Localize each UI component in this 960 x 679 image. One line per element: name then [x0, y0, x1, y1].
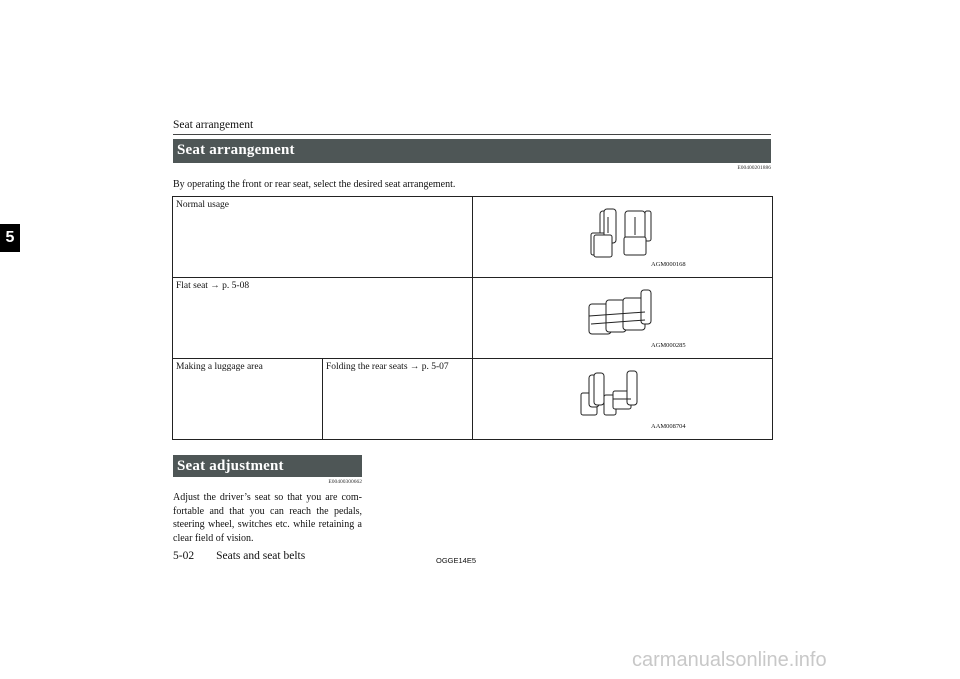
row-label: Normal usage — [173, 197, 473, 278]
section-title-seat-arrangement: Seat arrangement — [173, 139, 771, 163]
flat-seat-figure — [473, 278, 771, 356]
document-code: OGGE14E5 — [436, 556, 477, 565]
row-label: Flat seat → p. 5-08 — [173, 278, 473, 359]
normal-seating-figure — [473, 197, 771, 275]
running-title: Seat arrangement — [173, 119, 254, 131]
row-sub-label: Folding the rear seats → p. 5-07 — [323, 359, 473, 440]
table-row — [173, 197, 773, 278]
footer — [173, 550, 327, 562]
watermark[interactable]: carmanualsonline.info — [632, 649, 827, 671]
figure-cell — [473, 278, 773, 359]
figure-cell — [473, 197, 773, 278]
figure-code: AGM000285 — [651, 342, 686, 349]
row-label: Making a luggage area — [173, 359, 323, 440]
section-code: E00400201886 — [737, 165, 771, 171]
header-rule — [173, 134, 771, 135]
seat-adjustment-text: Adjust the driver’s seat so that you are com-fortable and that you can reach the pedals, steering wheel, switches etc. while retaining a clear field of vision. — [173, 492, 362, 544]
luggage-area-figure — [473, 359, 771, 437]
table-row — [173, 278, 773, 359]
page-number: 5-02 — [173, 550, 195, 562]
section-code: E00400300662 — [328, 479, 362, 485]
figure-code: AGM000168 — [651, 261, 686, 268]
table-row — [173, 359, 773, 440]
figure-cell — [473, 359, 773, 440]
chapter-tab: 5 — [0, 224, 20, 252]
intro-text: By operating the front or rear seat, select the desired seat arrangement. — [173, 179, 456, 190]
chapter-name: Seats and seat belts — [216, 550, 306, 562]
figure-code: AAM008704 — [651, 423, 686, 430]
section-title-seat-adjustment: Seat adjustment — [173, 455, 362, 477]
seat-arrangement-table — [172, 196, 773, 440]
